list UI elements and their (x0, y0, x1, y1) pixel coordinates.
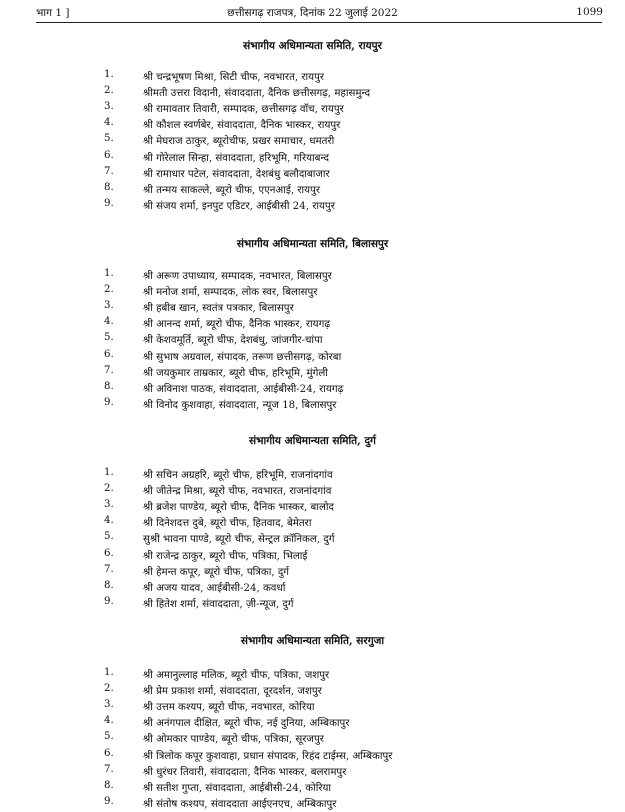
item-number: 5. (104, 133, 114, 145)
member-entry: श्री सतीश गुप्ता, संवाददाता, आईबीसी-24, कोरिया (143, 782, 332, 794)
section-title: संभागीय अधिमान्यता समिति, सरगुजा (240, 635, 385, 647)
member-entry: श्री मनोज शर्मा, सम्पादक, लोक स्वर, बिलासपुर (143, 287, 318, 299)
item-number: 3. (104, 699, 114, 711)
member-entry: श्री जीतेन्द्र मिश्रा, ब्यूरो चीफ, नवभारत, राजनांदगांव (143, 486, 332, 498)
member-entry: श्री रामाधार पटेल, संवाददाता, देशबंधु बलौदाबाजार (143, 168, 330, 180)
member-entry: श्री रामावतार तिवारी, सम्पादक, छत्तीसगढ़ वॉच, रायपुर (143, 104, 344, 116)
item-number: 7. (104, 364, 114, 376)
list-item (0, 284, 625, 300)
list-item (0, 731, 625, 747)
item-number: 4. (104, 316, 114, 328)
item-number: 6. (104, 547, 114, 559)
member-entry: श्री राजेन्द्र ठाकुर, ब्यूरो चीफ, पत्रिका, भिलाई (143, 550, 308, 562)
section-title: संभागीय अधिमान्यता समिति, दुर्ग (249, 435, 376, 447)
part-label: भाग 1 ] (36, 7, 70, 19)
member-entry: श्री मेघराज ठाकुर, ब्यूरोचीफ, प्रखर समाचार, धमतरी (143, 136, 335, 148)
list-item (0, 564, 625, 580)
member-entry: श्री प्रेम प्रकाश शर्मा, संवाददाता, दूरदर्शन, जशपुर (143, 686, 322, 698)
member-entry: श्री कौशल स्वर्णबेर, संवाददाता, दैनिक भास्कर, रायपुर (143, 120, 341, 132)
member-entry: श्री ओमकार पाण्डेय, ब्यूरो चीफ, पत्रिका, सूरजपुर (143, 734, 324, 746)
member-entry: श्री संजय शर्मा, इनपुट एडिटर, आईबीसी 24, रायपुर (143, 200, 335, 212)
member-entry: श्री संतोष कश्यप, संवाददाता आईएनएच, अम्बिकापुर (143, 798, 337, 810)
item-number: 6. (104, 747, 114, 759)
section-title: संभागीय अधिमान्यता समिति, बिलासपुर (236, 238, 389, 250)
member-entry: सुश्री भावना पाण्डे, ब्यूरो चीफ, सेन्ट्रल क्रॉनिकल, दुर्ग (143, 534, 335, 546)
list-item (0, 349, 625, 365)
member-entry: श्री हेमन्त कपूर, ब्यूरो चीफ, पत्रिका, दुर्ग (143, 566, 289, 578)
member-entry: श्री आनन्द शर्मा, ब्यूरो चीफ, दैनिक भास्कर, रायगढ़ (143, 319, 331, 331)
list-item (0, 699, 625, 715)
list-item (0, 515, 625, 531)
list-item (0, 133, 625, 149)
member-entry: श्री जयकुमार ताम्रकार, ब्यूरो चीफ, हरिभूमि, मुंगेली (143, 367, 328, 379)
member-entry: श्री अविनाश पाठक, संवाददाता, आईबीसी-24, रायगढ़ (143, 383, 344, 395)
member-entry: श्री सचिन अग्रहरि, ब्यूरो चीफ, हरिभूमि, राजनांदगांव (143, 470, 333, 481)
list-item (0, 780, 625, 796)
list-item (0, 580, 625, 596)
item-number: 6. (104, 348, 114, 360)
item-number: 2. (104, 483, 114, 495)
member-entry: श्री हबीब खान, स्वतंत्र पत्रकार, बिलासपुर (143, 303, 294, 315)
member-entry: श्री हितेश शर्मा, संवाददाता, ज़ी-न्यूज, दुर्ग (143, 598, 294, 610)
section-title: संभागीय अधिमान्यता समिति, रायपुर (243, 40, 382, 52)
item-number: 7. (104, 563, 114, 575)
item-number: 3. (104, 101, 114, 113)
list-item (0, 381, 625, 397)
member-entry: श्री दिनेशदत्त दुबे, ब्यूरो चीफ, हितवाद, बेमेतरा (143, 518, 312, 530)
list-item (0, 467, 625, 483)
item-number: 4. (104, 515, 114, 527)
member-entry: श्री उत्तम कश्यप, ब्यूरो चीफ, नवभारत, कोरिया (143, 702, 315, 714)
member-entry: श्री अनंगपाल दीक्षित, ब्यूरो चीफ, नई दुनिया, अम्बिकापुर (143, 718, 350, 730)
item-number: 9. (104, 396, 114, 408)
list-item (0, 748, 625, 764)
item-number: 7. (104, 763, 114, 775)
list-item (0, 150, 625, 166)
list-item (0, 85, 625, 101)
list-item (0, 117, 625, 133)
list-item (0, 548, 625, 564)
list-item (0, 499, 625, 515)
list-item (0, 69, 625, 85)
list-item (0, 332, 625, 348)
member-entry: श्री गोरेलाल सिन्हा, संवाददाता, हरिभूमि, गरियाबन्द (143, 152, 330, 164)
item-number: 3. (104, 499, 114, 511)
list-item (0, 764, 625, 780)
list-item (0, 796, 625, 812)
header-divider (36, 22, 602, 23)
list-item (0, 316, 625, 332)
list-item (0, 365, 625, 381)
list-item (0, 596, 625, 612)
item-number: 4. (104, 715, 114, 727)
item-number: 8. (104, 579, 114, 591)
member-entry: श्री चन्द्रभूषण मिश्रा, सिटी चीफ, नवभारत, रायपुर (143, 72, 325, 83)
item-number: 4. (104, 117, 114, 129)
member-entry: श्री त्रिलोक कपूर कुशवाहा, प्रधान संपादक, रिहंद टाईम्स, अम्बिकापुर (143, 750, 393, 762)
item-number: 2. (104, 85, 114, 97)
item-number: 7. (104, 165, 114, 177)
list-item (0, 182, 625, 198)
list-item (0, 715, 625, 731)
list-item (0, 268, 625, 284)
item-number: 1. (104, 69, 114, 80)
item-number: 5. (104, 531, 114, 543)
item-number: 1. (104, 667, 114, 678)
member-entry: श्री अमानुल्लाह मलिक, ब्यूरो चीफ, पत्रिका, जशपुर (143, 670, 330, 681)
item-number: 9. (104, 197, 114, 209)
item-number: 2. (104, 284, 114, 296)
member-entry: श्री विनोद कुशवाहा, संवाददाता, न्यूज 18, बिलासपुर (143, 399, 337, 411)
list-item (0, 483, 625, 499)
list-item (0, 667, 625, 683)
item-number: 3. (104, 300, 114, 312)
member-entry: श्री तन्मय साकल्ले, ब्यूरो चीफ, एएनआई, रायपुर (143, 184, 320, 196)
member-entry: श्री केशवमूर्ति, ब्यूरो चीफ, देशबंधु, जांजगीर-चांपा (143, 335, 323, 347)
item-number: 5. (104, 731, 114, 743)
list-item (0, 166, 625, 182)
list-item (0, 198, 625, 214)
item-number: 2. (104, 683, 114, 695)
member-entry: श्री अजय यादव, आईबीसी-24, कवर्धा (143, 582, 286, 594)
item-number: 8. (104, 779, 114, 791)
list-item (0, 101, 625, 117)
member-entry: श्री अरूण उपाध्याय, सम्पादक, नवभारत, बिलासपुर (143, 271, 332, 282)
item-number: 1. (104, 268, 114, 279)
member-entry: श्री सुभाष अग्रवाल, संपादक, तरूण छत्तीसगढ़, कोरबा (143, 351, 342, 363)
list-item (0, 683, 625, 699)
item-number: 1. (104, 467, 114, 478)
member-entry: श्री ब्रजेश पाण्डेय, ब्यूरो चीफ, दैनिक भास्कर, बालोद (143, 502, 334, 514)
item-number: 6. (104, 149, 114, 161)
page-number: 1099 (576, 6, 603, 18)
list-item (0, 397, 625, 413)
list-item (0, 531, 625, 547)
item-number: 9. (104, 595, 114, 607)
page-header (0, 4, 625, 22)
member-entry: श्री धुरंधर तिवारी, संवाददाता, दैनिक भास्कर, बलरामपुर (143, 766, 347, 778)
list-item (0, 300, 625, 316)
member-entry: श्रीमती उत्तरा विदानी, संवाददाता, दैनिक छत्तीसगढ़, महासमुन्द (143, 88, 371, 100)
item-number: 8. (104, 181, 114, 193)
item-number: 9. (104, 795, 114, 807)
item-number: 8. (104, 380, 114, 392)
item-number: 5. (104, 332, 114, 344)
gazette-title: छत्तीसगढ़ राजपत्र, दिनांक 22 जुलाई 2022 (227, 7, 398, 19)
